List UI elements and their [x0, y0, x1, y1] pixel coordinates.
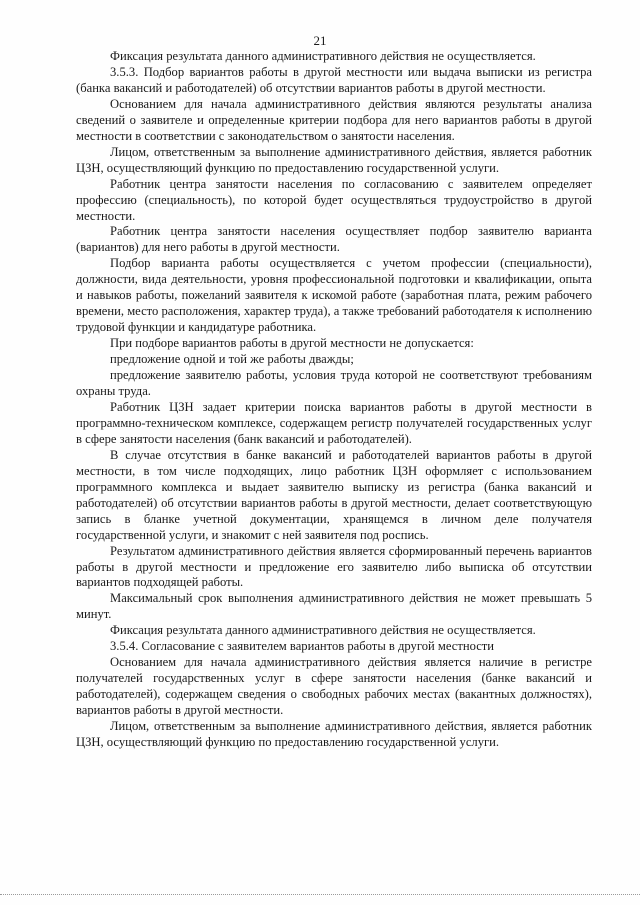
paragraph: Работник ЦЗН задает критерии поиска вариантов работы в другой местности в программно-техническом комплексе, содержащем регистр получателей государственных услуг в сфере занятости населения (банк вакансий и работодателей).: [76, 399, 592, 446]
paragraph: Лицом, ответственным за выполнение административного действия, является работник ЦЗН, осуществляющий функцию по предоставлению государственной услуги.: [76, 144, 592, 175]
paragraph: Фиксация результата данного административного действия не осуществляется.: [110, 623, 536, 638]
paragraph: Результатом административного действия является сформированный перечень вариантов работы в другой местности и предложение его заявителю либо выписка об отсутствии вариантов подходящей работы.: [76, 543, 592, 590]
paragraph: Основанием для начала административного действия является наличие в регистре получателей государственных услуг в сфере занятости населения (банке вакансий и работодателей), содержащем сведения о свободных рабочих местах (вакантных должностях), вариантов работы в другой местности.: [76, 655, 592, 718]
bottom-scan-edge: [0, 894, 640, 895]
paragraph: Лицом, ответственным за выполнение административного действия, является работник ЦЗН, осуществляющий функцию по предоставлению государственной услуги.: [76, 719, 592, 749]
paragraph: Максимальный срок выполнения административного действия не может превышать 5 минут.: [76, 591, 592, 622]
paragraph: Работник центра занятости населения по согласованию с заявителем определяет профессию (специальность), по которой будет осуществляться трудоустройство в другой местности.: [76, 176, 592, 223]
paragraph: Основанием для начала административного действия являются результаты анализа сведений о заявителе и определенные критерии подбора для него вариантов работы в другой местности в соответствии с законодательством о занятости населения.: [76, 96, 592, 143]
paragraph: Работник центра занятости населения осуществляет подбор заявителю варианта (вариантов) для него работы в другой местности.: [76, 224, 592, 255]
document-body: [76, 49, 592, 751]
section-heading-3-5-3: 3.5.3. Подбор вариантов работы в другой местности или выдача выписки из регистра (банка вакансий и работодателей) об отсутствии вариантов работы в другой местности.: [76, 64, 592, 95]
page-number: 21: [313, 33, 327, 48]
section-heading-3-5-4: 3.5.4. Согласование с заявителем вариантов работы в другой местности: [110, 639, 495, 654]
paragraph: Подбор варианта работы осуществляется с учетом профессии (специальности), должности, вида деятельности, уровня профессиональной подготовки и квалификации, опыта и навыков работы, пожеланий заявителя к искомой работе (заработная плата, режим рабочего времени, место расположения, характер труда), а также требований работодателя к исполнению трудовой функции и кандидатуре работника.: [76, 256, 592, 335]
paragraph: Фиксация результата данного административного действия не осуществляется.: [110, 49, 536, 63]
paragraph: В случае отсутствия в банке вакансий и работодателей вариантов работы в другой местности, в том числе подходящих, лицо работник ЦЗН оформляет с использованием программного комплекса и выдает заявителю выписку из регистра (банка вакансий и работодателей) об отсутствии вариантов работы в другой местности, делает соответствующую запись в бланке учетной документации, хранящемся в личном деле получателя государственной услуги, и знакомит с ней заявителя под роспись.: [76, 447, 592, 542]
list-item: предложение заявителю работы, условия труда которой не соответствуют требованиям охраны труда.: [76, 368, 592, 399]
list-item: предложение одной и той же работы дважды;: [110, 352, 354, 367]
paragraph: При подборе вариантов работы в другой местности не допускается:: [110, 336, 474, 351]
